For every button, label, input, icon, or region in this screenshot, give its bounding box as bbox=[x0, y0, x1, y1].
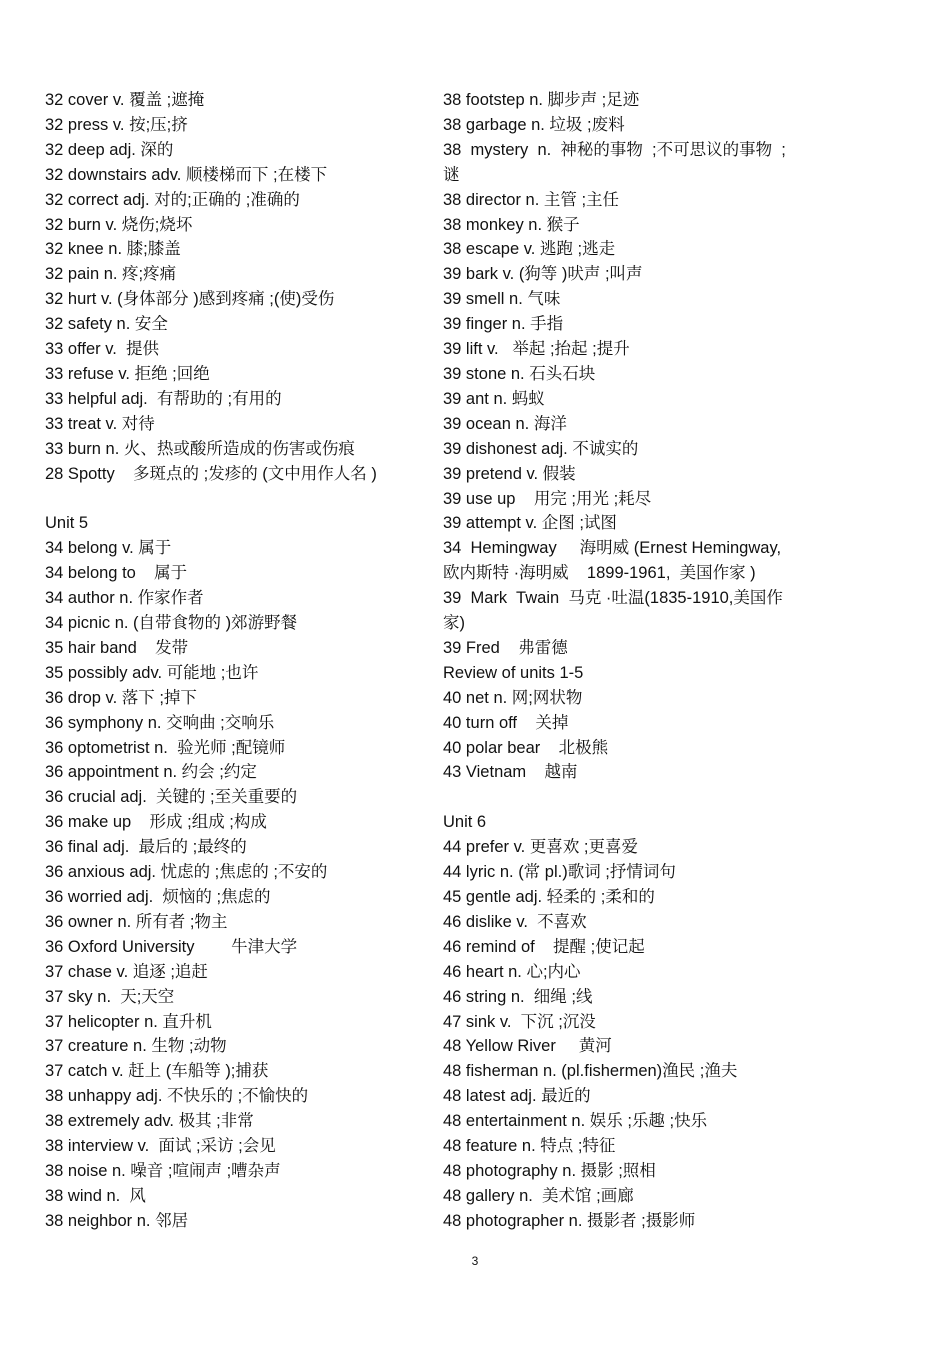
vocab-entry: 32 safety n. 安全 bbox=[45, 315, 168, 334]
vocab-entry: 39 pretend v. 假装 bbox=[443, 464, 576, 483]
vocab-entry: 33 helpful adj. 有帮助的 ;有用的 bbox=[45, 389, 282, 408]
vocab-entry: 37 helicopter n. 直升机 bbox=[45, 1012, 212, 1031]
vocab-entry: 38 garbage n. 垃圾 ;废料 bbox=[443, 115, 625, 134]
vocab-entry: 38 extremely adv. 极其 ;非常 bbox=[45, 1112, 254, 1131]
vocab-entry: 47 sink v. 下沉 ;沉没 bbox=[443, 1012, 596, 1031]
vocab-entry: 46 string n. 细绳 ;线 bbox=[443, 987, 593, 1006]
vocab-entry: 46 remind of 提醒 ;使记起 bbox=[443, 937, 645, 956]
vocab-entry: 36 worried adj. 烦恼的 ;焦虑的 bbox=[45, 887, 271, 906]
vocab-entry: 48 entertainment n. 娱乐 ;乐趣 ;快乐 bbox=[443, 1112, 708, 1131]
vocab-entry: 34 belong to 属于 bbox=[45, 564, 188, 583]
vocab-entry: 39 Fred 弗雷德 bbox=[443, 638, 568, 657]
vocab-entry: 48 latest adj. 最近的 bbox=[443, 1087, 591, 1106]
vocab-entry: 37 chase v. 追逐 ;追赶 bbox=[45, 962, 208, 981]
vocab-entry: 家) bbox=[443, 614, 465, 633]
left-column bbox=[45, 88, 417, 1234]
vocab-entry: 33 refuse v. 拒绝 ;回绝 bbox=[45, 364, 210, 383]
vocab-entry: 40 net n. 网;网状物 bbox=[443, 688, 583, 707]
vocab-entry: 34 author n. 作家作者 bbox=[45, 589, 204, 608]
vocab-entry: 48 feature n. 特点 ;特征 bbox=[443, 1137, 616, 1156]
vocab-entry: 39 dishonest adj. 不诚实的 bbox=[443, 439, 639, 458]
vocab-entry: 32 press v. 按;压;挤 bbox=[45, 115, 188, 134]
vocab-entry: 40 polar bear 北极熊 bbox=[443, 738, 609, 757]
vocab-entry: 32 knee n. 膝;膝盖 bbox=[45, 240, 181, 259]
vocab-entry: 34 Hemingway 海明威 (Ernest Hemingway, bbox=[443, 539, 782, 558]
vocab-entry: 39 ocean n. 海洋 bbox=[443, 414, 567, 433]
vocab-entry: 48 Yellow River 黄河 bbox=[443, 1037, 612, 1056]
vocab-entry: 38 mystery n. 神秘的事物 ;不可思议的事物 ; bbox=[443, 140, 786, 159]
vocab-entry: 39 attempt v. 企图 ;试图 bbox=[443, 514, 617, 533]
vocab-entry: 46 heart n. 心;内心 bbox=[443, 962, 581, 981]
vocab-entry: 45 gentle adj. 轻柔的 ;柔和的 bbox=[443, 887, 655, 906]
blank-line bbox=[45, 487, 417, 512]
vocab-entry: 36 final adj. 最后的 ;最终的 bbox=[45, 838, 247, 857]
vocab-entry: 33 treat v. 对待 bbox=[45, 414, 155, 433]
vocab-entry: 34 belong v. 属于 bbox=[45, 539, 172, 558]
vocab-entry: 48 fisherman n. (pl.fishermen)渔民 ;渔夫 bbox=[443, 1062, 738, 1081]
vocab-entry: 39 lift v. 举起 ;抬起 ;提升 bbox=[443, 340, 630, 359]
vocab-entry: 32 burn v. 烧伤;烧坏 bbox=[45, 215, 193, 234]
vocab-entry: 33 offer v. 提供 bbox=[45, 340, 160, 359]
vocab-entry: 36 anxious adj. 忧虑的 ;焦虑的 ;不安的 bbox=[45, 863, 328, 882]
vocab-entry: 37 creature n. 生物 ;动物 bbox=[45, 1037, 227, 1056]
vocab-entry: 34 picnic n. (自带食物的 )郊游野餐 bbox=[45, 614, 298, 633]
vocab-entry: 32 cover v. 覆盖 ;遮掩 bbox=[45, 91, 205, 109]
vocab-entry: 谜 bbox=[443, 165, 460, 184]
vocab-entry: 32 correct adj. 对的;正确的 ;准确的 bbox=[45, 190, 300, 209]
vocab-entry: 36 optometrist n. 验光师 ;配镜师 bbox=[45, 738, 286, 757]
vocab-entry: 46 dislike v. 不喜欢 bbox=[443, 912, 587, 931]
vocab-entry: 39 stone n. 石头石块 bbox=[443, 364, 596, 383]
vocab-entry: 48 photography n. 摄影 ;照相 bbox=[443, 1161, 656, 1180]
page-number: 3 bbox=[471, 1254, 479, 1268]
vocab-entry: 43 Vietnam 越南 bbox=[443, 763, 578, 782]
vocab-entry: 28 Spotty 多斑点的 ;发疹的 (文中用作人名 ) bbox=[45, 464, 377, 483]
vocab-entry: 39 Mark Twain 马克 ·吐温(1835-1910,美国作 bbox=[443, 589, 783, 608]
vocab-entry: 36 symphony n. 交响曲 ;交响乐 bbox=[45, 713, 275, 732]
vocab-entry: 36 drop v. 落下 ;掉下 bbox=[45, 688, 197, 707]
vocab-entry: 40 turn off 关掉 bbox=[443, 713, 569, 732]
vocab-entry: 33 burn n. 火、热或酸所造成的伤害或伤痕 bbox=[45, 439, 355, 458]
vocab-entry: 欧内斯特 ·海明威 1899-1961, 美国作家 ) bbox=[443, 564, 756, 583]
vocab-entry: 32 hurt v. (身体部分 )感到疼痛 ;(使)受伤 bbox=[45, 290, 335, 309]
vocab-entry: 32 deep adj. 深的 bbox=[45, 140, 174, 159]
vocab-entry: 36 crucial adj. 关键的 ;至关重要的 bbox=[45, 788, 298, 807]
section-heading: Review of units 1-5 bbox=[443, 663, 584, 682]
blank-line bbox=[443, 785, 813, 810]
vocab-entry: 38 interview v. 面试 ;采访 ;会见 bbox=[45, 1137, 276, 1156]
vocab-entry: 48 photographer n. 摄影者 ;摄影师 bbox=[443, 1211, 696, 1230]
vocab-entry: 39 ant n. 蚂蚁 bbox=[443, 389, 545, 408]
vocab-entry: 38 monkey n. 猴子 bbox=[443, 215, 580, 234]
vocab-entry: 38 neighbor n. 邻居 bbox=[45, 1211, 189, 1230]
vocab-entry: 36 Oxford University 牛津大学 bbox=[45, 937, 298, 956]
vocab-entry: 48 gallery n. 美术馆 ;画廊 bbox=[443, 1186, 634, 1205]
vocab-entry: 36 appointment n. 约会 ;约定 bbox=[45, 763, 257, 782]
vocab-entry: 32 pain n. 疼;疼痛 bbox=[45, 265, 177, 284]
vocab-entry: 36 owner n. 所有者 ;物主 bbox=[45, 912, 228, 931]
right-column bbox=[443, 88, 813, 1234]
section-heading: Unit 5 bbox=[45, 514, 89, 533]
vocab-entry: 35 hair band 发带 bbox=[45, 638, 189, 657]
vocab-entry: 44 lyric n. (常 pl.)歌词 ;抒情词句 bbox=[443, 863, 676, 882]
vocab-entry: 39 finger n. 手指 bbox=[443, 315, 564, 334]
vocab-entry: 38 wind n. 风 bbox=[45, 1186, 146, 1205]
vocab-entry: 39 use up 用完 ;用光 ;耗尽 bbox=[443, 489, 652, 508]
vocab-entry: 39 smell n. 气味 bbox=[443, 290, 561, 309]
vocab-entry: 36 make up 形成 ;组成 ;构成 bbox=[45, 813, 267, 832]
vocab-entry: 44 prefer v. 更喜欢 ;更喜爱 bbox=[443, 838, 638, 857]
vocab-entry: 38 director n. 主管 ;主任 bbox=[443, 190, 620, 209]
vocab-entry: 38 unhappy adj. 不快乐的 ;不愉快的 bbox=[45, 1087, 309, 1106]
vocab-entry: 38 escape v. 逃跑 ;逃走 bbox=[443, 240, 616, 259]
vocab-entry: 37 catch v. 赶上 (车船等 );捕获 bbox=[45, 1062, 269, 1081]
vocab-entry: 35 possibly adv. 可能地 ;也许 bbox=[45, 663, 259, 682]
vocab-entry: 38 footstep n. 脚步声 ;足迹 bbox=[443, 91, 640, 109]
vocab-entry: 32 downstairs adv. 顺楼梯而下 ;在楼下 bbox=[45, 165, 328, 184]
vocab-entry: 39 bark v. (狗等 )吠声 ;叫声 bbox=[443, 265, 643, 284]
vocab-entry: 38 noise n. 噪音 ;喧闹声 ;嘈杂声 bbox=[45, 1161, 281, 1180]
section-heading: Unit 6 bbox=[443, 813, 487, 832]
vocab-entry: 37 sky n. 天;天空 bbox=[45, 987, 175, 1006]
